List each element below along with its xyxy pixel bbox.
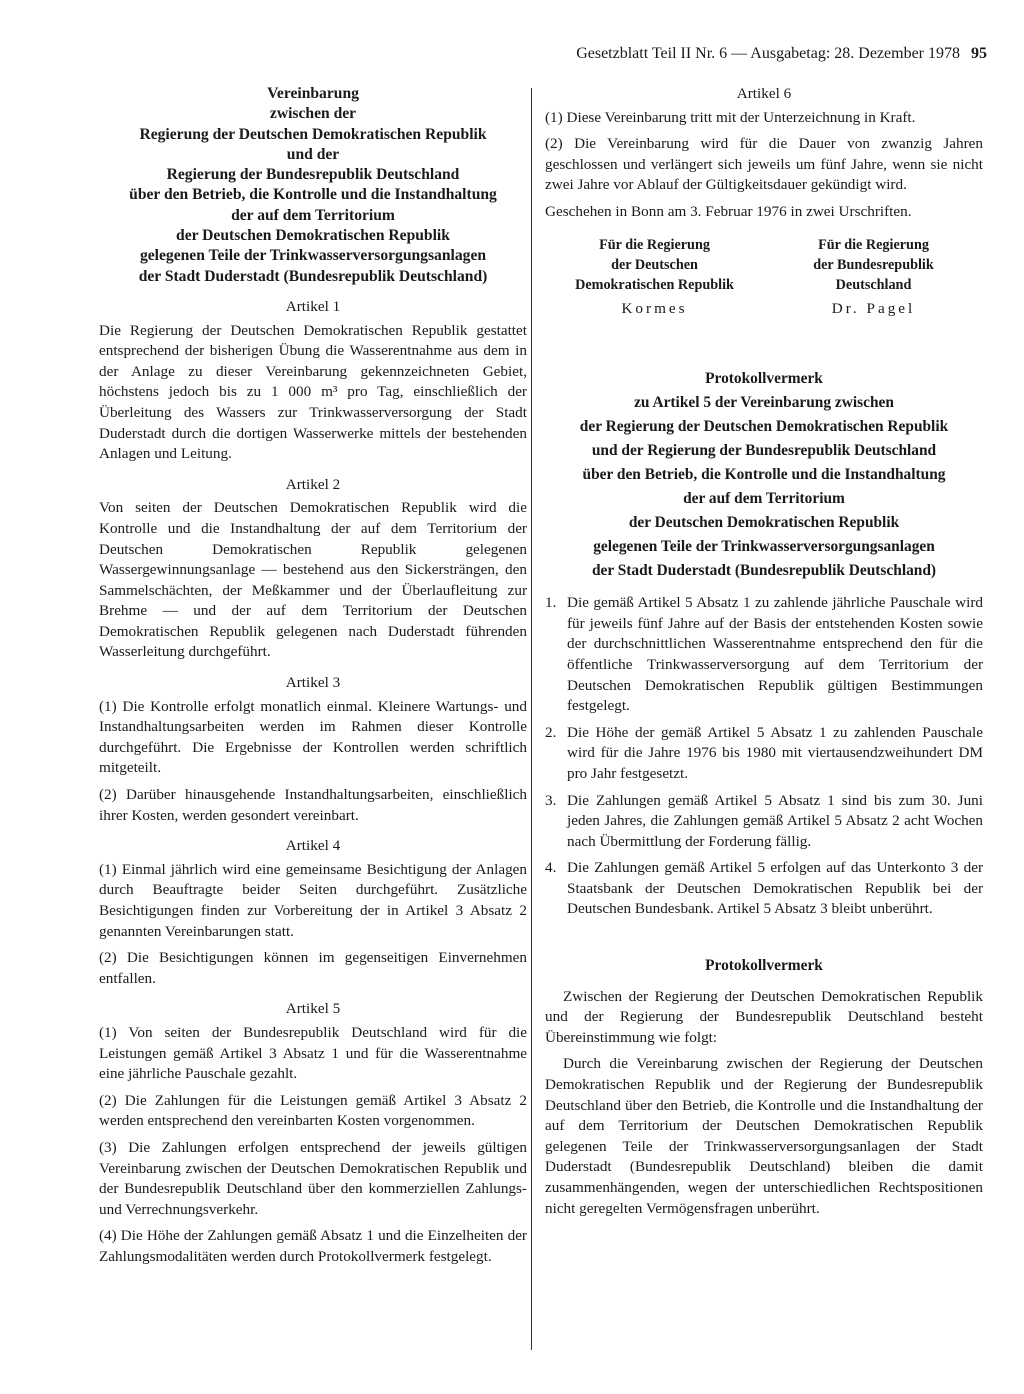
title-line: gelegenen Teile der Trinkwasserversorgungsanlagen [593, 538, 935, 556]
title-line: zwischen der [269, 105, 357, 123]
item-number: 1. [545, 594, 557, 612]
signatory-name: Dr. Pagel [831, 299, 916, 317]
signature-line: Für die Regierung [818, 236, 929, 253]
list-item [545, 858, 983, 920]
title-line: der Deutschen Demokratischen Republik [628, 514, 900, 532]
agreement-title [99, 84, 527, 287]
article-3-heading: Artikel 3 [285, 674, 341, 692]
title-line: der Stadt Duderstadt (Bundesrepublik Deutschland) [138, 267, 488, 285]
second-protocol-paragraph-1: Zwischen der Regierung der Deutschen Demokratischen Republik und der Regierung der Bundesrepublik Deutschland besteht Übereinstimmung wie folgt: [545, 987, 983, 1046]
list-item [545, 593, 983, 717]
item-number: 2. [545, 723, 557, 741]
item-text: Die Zahlungen gemäß Artikel 5 erfolgen auf das Unterkonto 3 der Staatsbank der Deutschen Demokratischen Republik bei der Deutschen Bundesbank. Artikel 5 Absatz 3 bleibt unberührt. [567, 859, 983, 918]
title-line: über den Betrieb, die Kontrolle und die Instandhaltung [129, 186, 497, 204]
title-line: gelegenen Teile der Trinkwasserversorgungsanlagen [139, 247, 487, 265]
article-5-paragraph-3: (3) Die Zahlungen erfolgen entsprechend der jeweils gültigen Vereinbarung zwischen der Deutschen Demokratischen Republik und der Bundesrepublik Deutschland über den kommerziellen Zahlungs- und Verrechnungsverkehr. [99, 1138, 527, 1218]
signature-line: der Bundesrepublik [813, 256, 934, 273]
page-header [316, 44, 987, 64]
article-1-heading: Artikel 1 [285, 297, 341, 315]
title-line: der auf dem Territorium [231, 206, 395, 224]
article-6-paragraph-1: (1) Diese Vereinbarung tritt mit der Unterzeichnung in Kraft. [545, 108, 916, 126]
article-4-heading: Artikel 4 [285, 837, 341, 855]
item-number: 3. [545, 791, 557, 809]
article-3-paragraph-1: (1) Die Kontrolle erfolgt monatlich einmal. Kleinere Wartungs- und Instandhaltungsarbeiten werden im Rahmen dieser Kontrolle durchgeführt. Die Ergebnisse der Kontrollen werden schriftlich mitgeteilt. [99, 697, 527, 777]
article-5-paragraph-1: (1) Von seiten der Bundesrepublik Deutschland wird für die Leistungen gemäß Artikel 3 Absatz 1 und für die Wasserentnahme eine jährliche Pauschale gezahlt. [99, 1023, 527, 1083]
article-1-text: Die Regierung der Deutschen Demokratischen Republik gestattet entsprechend der bisherigen Übung die Wasserentnahme aus dem in der Anlage zu dieser Vereinbarung gekennzeichneten Gebiet, höchstens jedoch bis zu 1 000 m³ pro Tag, einschließlich der Überleitung des Wassers zur Trinkwasserversorgung der Stadt Duderstadt durch die dortigen Wasserwerke mittels der bestehenden Anlagen und Leitung. [99, 321, 527, 463]
title-line: zu Artikel 5 der Vereinbarung zwischen [634, 394, 894, 412]
title-line: Regierung der Bundesrepublik Deutschland [166, 166, 460, 184]
protocol-items [545, 593, 983, 920]
article-2-heading: Artikel 2 [285, 475, 341, 493]
column-divider [531, 88, 532, 1350]
item-text: Die Zahlungen gemäß Artikel 5 Absatz 1 sind bis zum 30. Juni jeden Jahres, die Zahlungen gemäß Artikel 5 Absatz 2 acht Wochen nach Übermittlung der Forderung fällig. [567, 791, 983, 850]
article-4-paragraph-1: (1) Einmal jährlich wird eine gemeinsame Besichtigung der Anlagen durch Beauftragte beider Seiten durchgeführt. Zusätzliche Besichtigungen finden zur Vorbereitung der in Artikel 3 Absatz 2 genannten Vereinbarungen statt. [99, 860, 527, 940]
article-6-paragraph-2: (2) Die Vereinbarung wird für die Dauer von zwanzig Jahren geschlossen und verlängert sich jeweils um fünf Jahre, wenn sie nicht zwei Jahre vor Ablauf der Gültigkeitsdauer gekündigt wird. [545, 135, 983, 194]
article-3-paragraph-2: (2) Darüber hinausgehende Instandhaltungsarbeiten, einschließlich ihrer Kosten, werden gesondert vereinbart. [99, 786, 527, 824]
signature-line: Deutschland [835, 276, 912, 293]
list-item [545, 791, 983, 853]
title-line: Protokollvermerk [705, 370, 823, 388]
second-protocol-paragraph-2: Durch die Vereinbarung zwischen der Regierung der Deutschen Demokratischen Republik und der Regierung der Bundesrepublik Deutschland über den Betrieb, die Kontrolle und die Instandhaltung der auf dem Territorium der Deutschen Demokratischen Republik gelegenen Teile der Trinkwasserversorgungsanlagen der Stadt Duderstadt (Bundesrepublik Deutschland) bleiben die damit zusammenhängenden, wegen der unterschiedlichen Rechtspositionen nicht geregelten Vermögensfragen unberührt. [545, 1055, 983, 1217]
article-5-paragraph-4: (4) Die Höhe der Zahlungen gemäß Absatz 1 und die Einzelheiten der Zahlungsmodalitäten werden durch Protokollvermerk festgelegt. [99, 1227, 527, 1265]
right-column [545, 84, 983, 1225]
page-number: 95 [971, 45, 987, 62]
title-line: der Regierung der Deutschen Demokratischen Republik [579, 418, 949, 436]
header-text: Gesetzblatt Teil II Nr. 6 — Ausgabetag: 28. Dezember 1978 [576, 45, 960, 62]
title-line: Vereinbarung [267, 85, 359, 102]
done-in-statement: Geschehen in Bonn am 3. Februar 1976 in zwei Urschriften. [545, 202, 912, 220]
title-line: Regierung der Deutschen Demokratischen Republik [139, 125, 487, 143]
left-column [99, 84, 527, 1274]
second-protocol-note-title: Protokollvermerk [705, 957, 823, 975]
signature-ddr [545, 235, 764, 320]
article-2-text: Von seiten der Deutschen Demokratischen Republik wird die Kontrolle und die Instandhaltung der auf dem Territorium der Deutschen Demokratischen Republik gelegenen Wassergewinnungsanlage — bestehend aus den Sickersträngen, den Sammelschächten, der Meßkammer und der Überlaufleitung zur Brehme — und der auf dem Territorium der Deutschen Demokratischen Republik gelegenen nach Duderstadt führenden Wasserleitung durchgeführt. [99, 499, 527, 661]
item-text: Die Höhe der gemäß Artikel 5 Absatz 1 zu zahlenden Pauschale wird für die Jahre 1976 bis 1980 mit viertausendzweihundert DM pro Jahr festgesetzt. [567, 723, 983, 782]
title-line: der Stadt Duderstadt (Bundesrepublik Deutschland) [591, 562, 937, 580]
protocol-note-title [545, 367, 983, 583]
article-5-heading: Artikel 5 [285, 1000, 341, 1018]
title-line: und der [286, 145, 340, 163]
signature-line: der Deutschen [611, 256, 698, 273]
title-line: der Deutschen Demokratischen Republik [176, 227, 450, 245]
list-item [545, 723, 983, 785]
title-line: der auf dem Territorium [683, 490, 845, 508]
article-4-paragraph-2: (2) Die Besichtigungen können im gegenseitigen Einvernehmen entfallen. [99, 949, 527, 987]
article-6-heading: Artikel 6 [736, 85, 792, 102]
title-line: über den Betrieb, die Kontrolle und die Instandhaltung [582, 466, 946, 484]
signature-line: Für die Regierung [599, 236, 710, 253]
item-text: Die gemäß Artikel 5 Absatz 1 zu zahlende jährliche Pauschale wird für jeweils fünf Jahre auf der Basis der entstehenden Kosten sowie der durchschnittlichen Wasserentnahme entsprechend den für die öffentliche Trinkwasserversorgung auf dem Territorium der Deutschen Demokratischen Republik gültigen Bestimmungen festgelegt. [567, 594, 983, 715]
article-5-paragraph-2: (2) Die Zahlungen für die Leistungen gemäß Artikel 3 Absatz 2 werden entsprechend den vereinbarten Kosten vorgenommen. [99, 1091, 527, 1130]
signature-line: Demokratischen Republik [575, 276, 734, 293]
signature-block [545, 235, 983, 320]
item-number: 4. [545, 859, 557, 877]
signatory-name: Kormes [621, 299, 688, 317]
title-line: und der Regierung der Bundesrepublik Deutschland [591, 442, 937, 460]
signature-brd [764, 235, 983, 320]
